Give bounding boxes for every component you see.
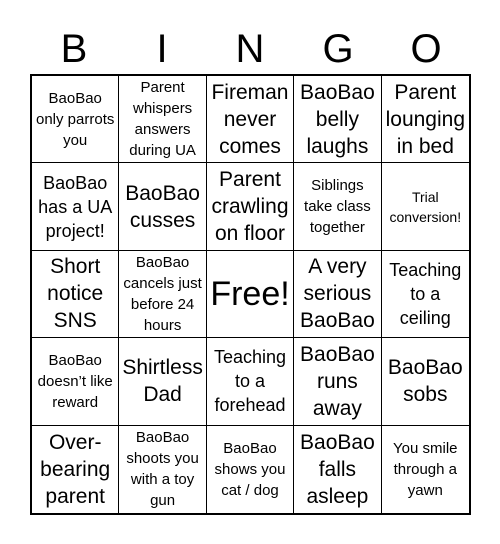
bingo-cell-g4[interactable] [294, 338, 381, 425]
header-letter-o: O [410, 27, 442, 71]
cell-label: Teaching to a ceiling [389, 259, 462, 328]
cell-label: BaoBao shoots you with a toy gun [126, 429, 199, 510]
header-letter-b: B [60, 27, 88, 71]
bingo-cell-o5[interactable] [382, 426, 469, 513]
cell-label: A very serious BaoBao [300, 255, 375, 333]
cell-label: Siblings take class together [304, 177, 371, 237]
cell-label: Parent lounging in bed [385, 80, 465, 158]
cell-label: BaoBao cusses [125, 181, 200, 232]
bingo-cell-b5[interactable] [32, 426, 119, 513]
bingo-cell-i4[interactable] [119, 338, 206, 425]
header-letter-n: N [235, 27, 265, 71]
cell-label: BaoBao shows you cat / dog [214, 439, 286, 499]
bingo-cell-n5[interactable] [207, 426, 294, 513]
cell-label: Parent whispers answers during UA [129, 79, 196, 160]
cell-label: Parent crawling on floor [211, 168, 289, 246]
cell-label: BaoBao doesn’t like reward [37, 351, 113, 411]
cell-label: Teaching to a forehead [213, 347, 287, 416]
free-space-label: Free! [210, 274, 290, 313]
bingo-cell-n2[interactable] [207, 163, 294, 250]
cell-label: BaoBao falls asleep [300, 430, 375, 508]
bingo-cell-i1[interactable] [119, 76, 206, 163]
bingo-cell-i5[interactable] [119, 426, 206, 513]
bingo-cell-g5[interactable] [294, 426, 381, 513]
cell-label: BaoBao belly laughs [300, 80, 375, 158]
cell-label: Short notice SNS [47, 255, 104, 333]
cell-label: BaoBao runs away [300, 342, 375, 420]
bingo-cell-n1[interactable] [207, 76, 294, 163]
bingo-cell-b3[interactable] [32, 251, 119, 338]
bingo-cell-o1[interactable] [382, 76, 469, 163]
bingo-cell-b4[interactable] [32, 338, 119, 425]
bingo-cell-free[interactable] [207, 251, 294, 338]
bingo-cell-g3[interactable] [294, 251, 381, 338]
bingo-cell-g1[interactable] [294, 76, 381, 163]
cell-label: Fireman never comes [211, 80, 289, 158]
cell-label: Trial conversion! [389, 188, 462, 225]
cell-label: BaoBao has a UA project! [38, 172, 113, 241]
cell-label: BaoBao cancels just before 24 hours [123, 253, 202, 334]
bingo-cell-i2[interactable] [119, 163, 206, 250]
bingo-header [30, 26, 470, 72]
bingo-cell-g2[interactable] [294, 163, 381, 250]
cell-label: BaoBao only parrots you [36, 89, 115, 149]
cell-label: BaoBao sobs [387, 356, 463, 407]
bingo-board [30, 74, 471, 515]
header-letter-i: I [156, 27, 168, 71]
bingo-cell-b1[interactable] [32, 76, 119, 163]
bingo-cell-n4[interactable] [207, 338, 294, 425]
cell-label: You smile through a yawn [393, 439, 458, 499]
bingo-cell-b2[interactable] [32, 163, 119, 250]
header-letter-g: G [322, 27, 354, 71]
cell-label: Shirtless Dad [122, 356, 203, 407]
cell-label: Over-bearing parent [40, 430, 111, 508]
bingo-cell-o4[interactable] [382, 338, 469, 425]
bingo-cell-o3[interactable] [382, 251, 469, 338]
bingo-cell-i3[interactable] [119, 251, 206, 338]
bingo-cell-o2[interactable] [382, 163, 469, 250]
